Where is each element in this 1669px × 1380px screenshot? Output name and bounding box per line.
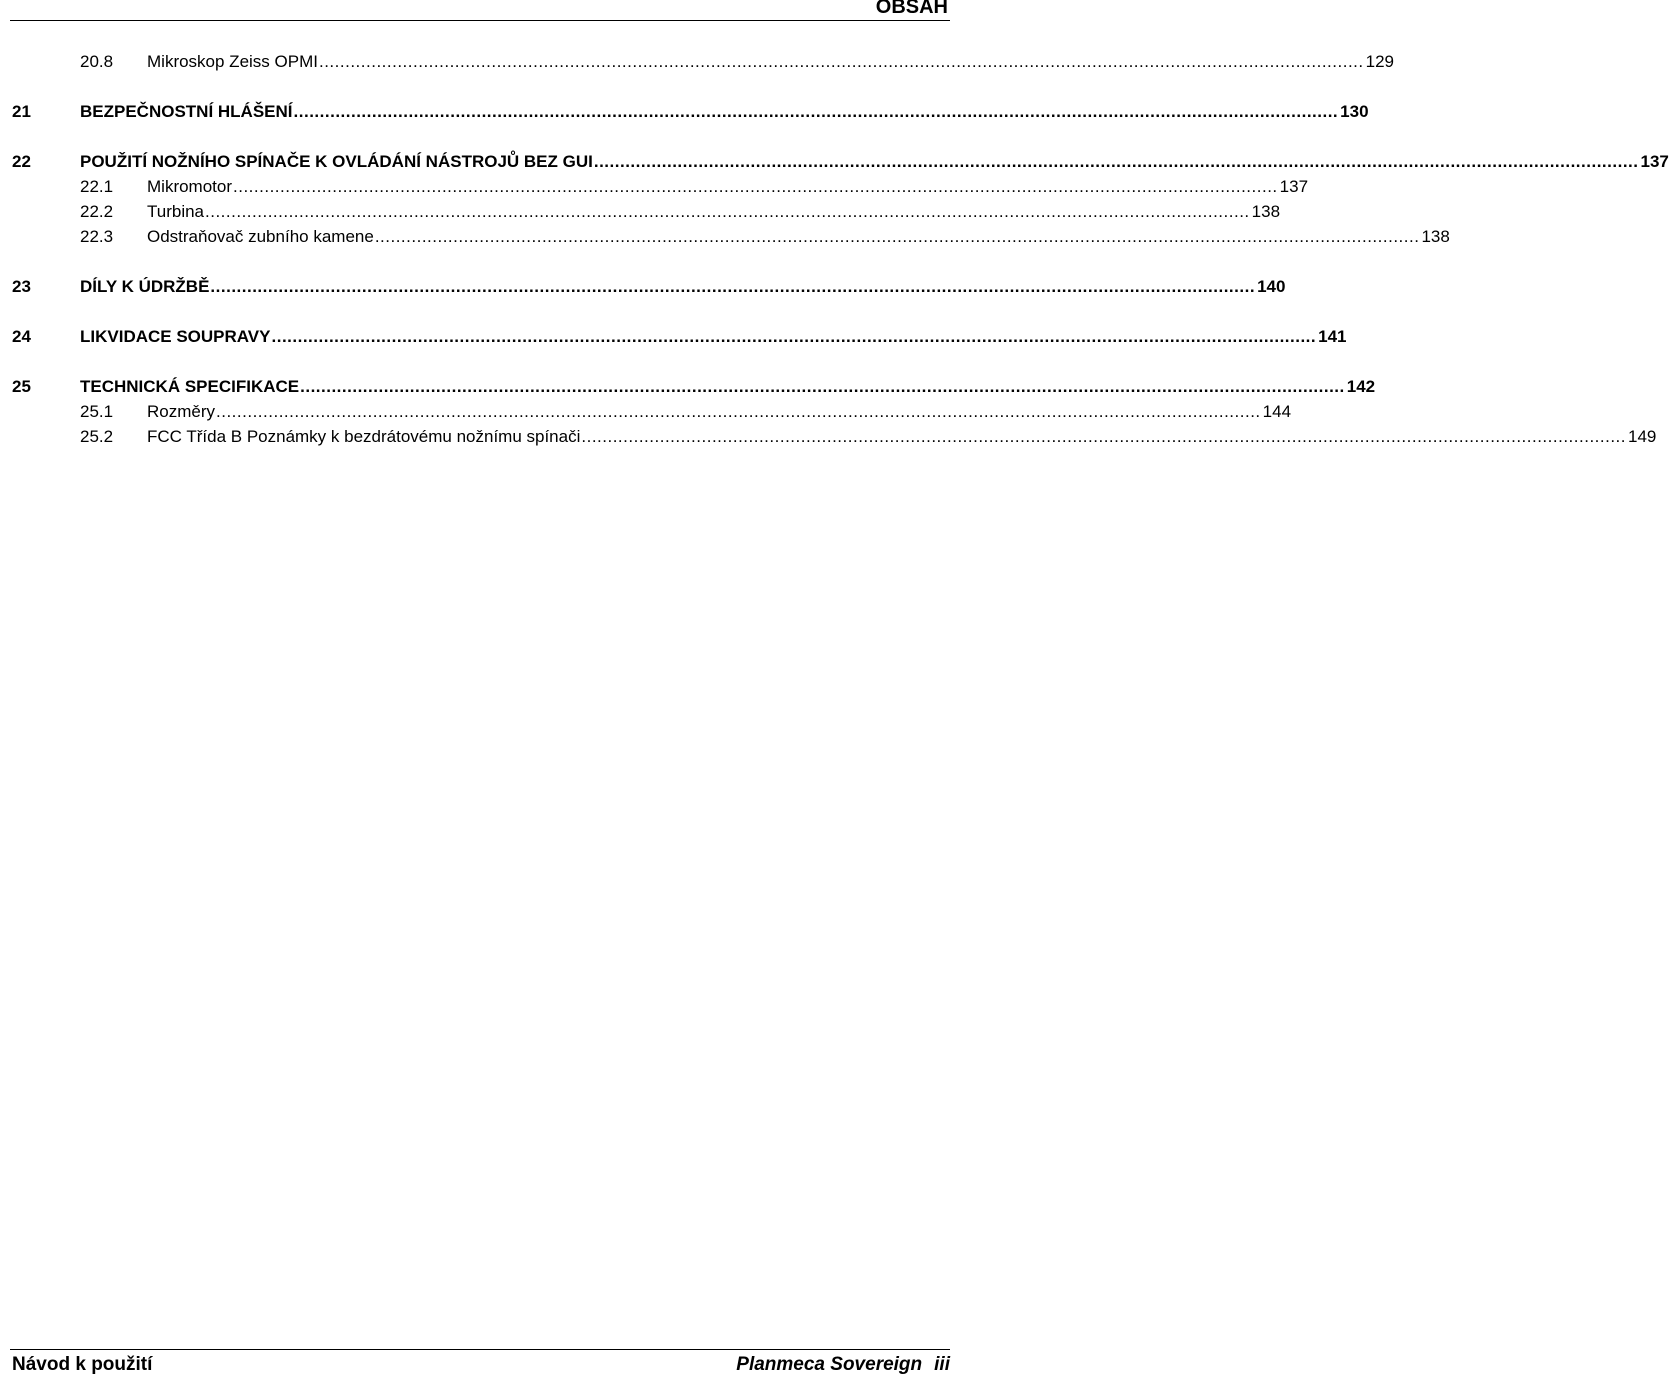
toc-entry-21[interactable]: 21 BEZPEČNOSTNÍ HLÁŠENÍ ........................................................................................................................................................................................................ 130 (12, 102, 1369, 121)
toc-entry-page: 138 (1251, 202, 1281, 221)
toc-entry-label: TECHNICKÁ SPECIFIKACE (80, 377, 300, 396)
toc-entry-number: 21 (12, 102, 31, 121)
page-footer (10, 1349, 950, 1380)
toc-entry-label: FCC Třída B Poznámky k bezdrátovému nožnímu spínači (147, 427, 581, 446)
toc-entry-number: 22 (12, 152, 31, 171)
toc-entry-number: 25.1 (80, 402, 114, 421)
footer-page-number: iii (934, 1354, 950, 1375)
toc-entry-number: 22.2 (80, 202, 114, 221)
toc-entry-page: 137 (1640, 152, 1669, 171)
toc-entry-23[interactable]: 23 DÍLY K ÚDRŽBĚ ........................................................................................................................................................................................................ 140 (12, 277, 1286, 296)
footer-product-name: Planmeca Sovereign (736, 1354, 923, 1375)
toc-entry-page: 138 (1421, 227, 1450, 246)
toc-entry-25[interactable]: 25 TECHNICKÁ SPECIFIKACE ........................................................................................................................................................................................................ 142 (12, 377, 1376, 396)
toc-entry-page: 141 (1318, 327, 1347, 346)
toc-entry-number: 24 (12, 327, 31, 346)
toc-entry-page: 149 (1628, 427, 1657, 446)
toc-entry-number: 22.1 (80, 177, 114, 196)
toc-entry-20-8[interactable]: 20.8 Mikroskop Zeiss OPMI ........................................................................................................................................................................................................ 129 (80, 52, 1394, 71)
toc-entry-number: 25 (12, 377, 31, 396)
footer-product (736, 1354, 950, 1376)
toc-entry-page: 140 (1257, 277, 1286, 296)
header-title: OBSAH (875, 0, 948, 18)
toc-entry-label: Mikroskop Zeiss OPMI (147, 52, 318, 71)
toc-entry-number: 20.8 (80, 52, 114, 71)
toc-entry-label: Turbina (147, 202, 205, 221)
toc-entry-label: Mikromotor (147, 177, 233, 196)
toc-entry-label: Odstraňovač zubního kamene (147, 227, 374, 246)
toc-entry-label: DÍLY K ÚDRŽBĚ (80, 277, 210, 296)
toc-entry-number: 22.3 (80, 227, 114, 246)
page-header (10, 0, 950, 21)
toc-entry-page: 137 (1279, 177, 1309, 196)
toc-entry-22-3[interactable]: 22.3 Odstraňovač zubního kamene ........................................................................................................................................................................................................ 138 (80, 227, 1450, 246)
toc-entry-page: 144 (1262, 402, 1292, 421)
toc-entry-25-1[interactable]: 25.1 Rozměry ........................................................................................................................................................................................................ 144 (80, 402, 1292, 421)
toc-entry-22-1[interactable]: 22.1 Mikromotor ........................................................................................................................................................................................................ 137 (80, 177, 1309, 196)
toc-entry-25-2[interactable]: 25.2 FCC Třída B Poznámky k bezdrátovému nožnímu spínači ........................................................................................................................................................................................................ 149 (80, 427, 1657, 446)
toc-entry-page: 142 (1346, 377, 1376, 396)
toc-entry-page: 129 (1365, 52, 1394, 71)
toc-entry-label: POUŽITÍ NOŽNÍHO SPÍNAČE K OVLÁDÁNÍ NÁSTROJŮ BEZ GUI (80, 152, 593, 171)
toc-entry-22[interactable]: 22 POUŽITÍ NOŽNÍHO SPÍNAČE K OVLÁDÁNÍ NÁSTROJŮ BEZ GUI ........................................................................................................................................................................................................ 137 (12, 152, 1669, 171)
toc-entry-number: 23 (12, 277, 31, 296)
toc-entry-label: BEZPEČNOSTNÍ HLÁŠENÍ (80, 102, 293, 121)
toc-entry-page: 130 (1340, 102, 1369, 121)
toc-entry-24[interactable]: 24 LIKVIDACE SOUPRAVY ........................................................................................................................................................................................................ 141 (12, 327, 1347, 346)
footer-manual-title: Návod k použití (12, 1354, 153, 1375)
toc-entry-label: LIKVIDACE SOUPRAVY (80, 327, 271, 346)
toc-entry-label: Rozměry (147, 402, 216, 421)
toc-entry-22-2[interactable]: 22.2 Turbina ........................................................................................................................................................................................................ 138 (80, 202, 1281, 221)
toc-entry-number: 25.2 (80, 427, 114, 446)
